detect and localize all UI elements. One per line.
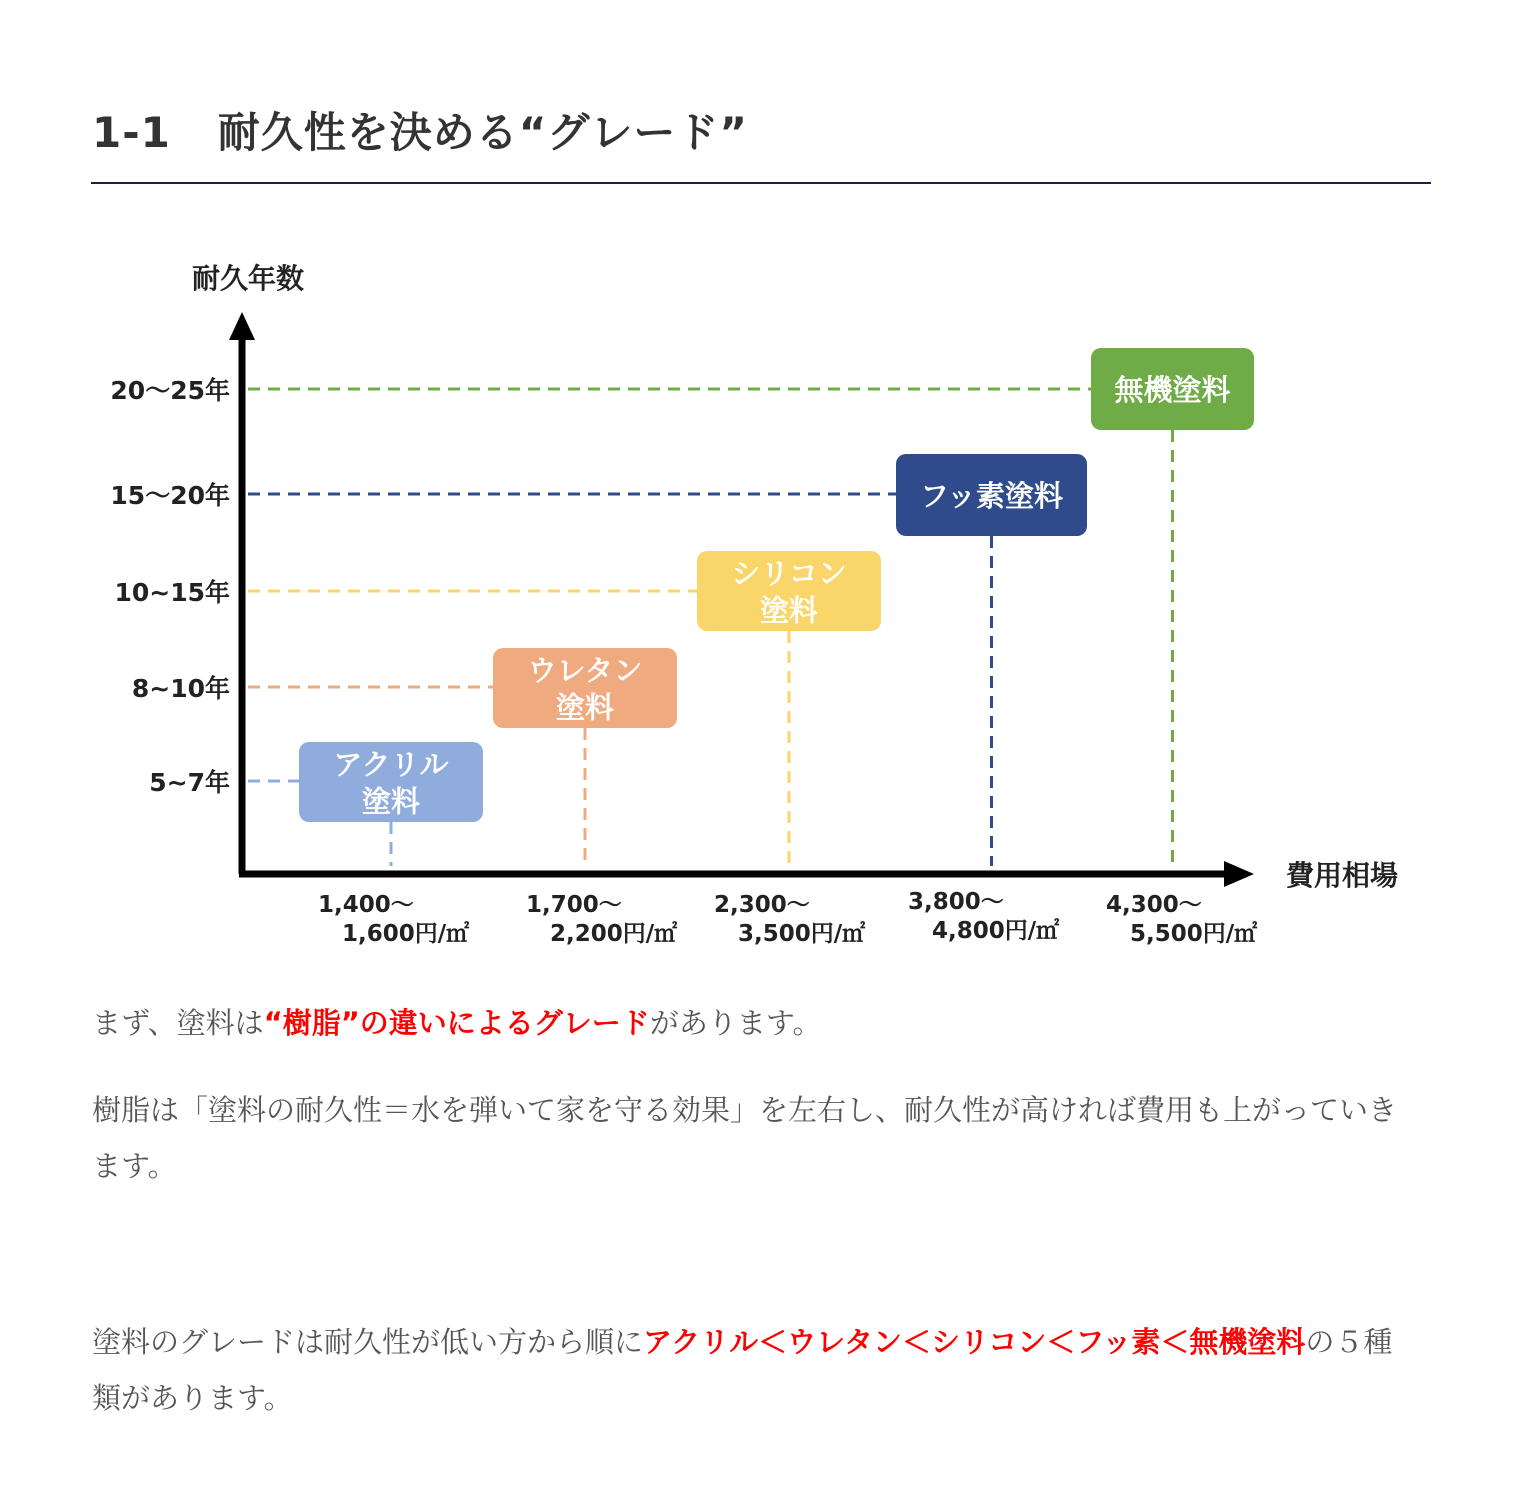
grade-label: 塗料 — [759, 593, 819, 628]
price-label: 1,700〜 — [526, 892, 622, 918]
grade-label: シリコン — [731, 556, 847, 591]
grade-label: ウレタン — [527, 653, 643, 688]
price-label: 2,200円/㎡ — [550, 921, 678, 947]
paragraph-1: まず、塗料は“樹脂”の違いによるグレードがあります。 — [92, 1006, 822, 1040]
price-label: 1,600円/㎡ — [342, 921, 470, 947]
price-label: 3,800〜 — [908, 889, 1004, 915]
y-tick-label: 8~10年 — [131, 674, 230, 703]
section-heading — [92, 100, 1432, 160]
grade-label: 塗料 — [361, 784, 421, 819]
y-tick-label: 5~7年 — [149, 768, 230, 797]
grade-label: アクリル — [333, 747, 449, 782]
grade-label: 無機塗料 — [1114, 373, 1231, 407]
x-axis-label: 費用相場 — [1285, 859, 1399, 892]
y-axis-label: 耐久年数 — [191, 262, 305, 295]
grade-chart — [0, 230, 1522, 960]
y-tick-label: 20〜25年 — [110, 376, 230, 405]
price-label: 1,400〜 — [318, 892, 414, 918]
y-tick-label: 10~15年 — [114, 578, 230, 607]
paragraph-3: 塗料のグレードは耐久性が低い方から順にアクリル＜ウレタン＜シリコン＜フッ素＜無機塗料の５種類があります。 — [92, 1325, 1393, 1415]
price-label: 5,500円/㎡ — [1130, 921, 1258, 947]
price-label: 4,300〜 — [1106, 892, 1202, 918]
price-label: 2,300〜 — [714, 892, 810, 918]
price-label: 3,500円/㎡ — [738, 921, 866, 947]
section-number: 1-1 — [92, 108, 171, 157]
grade-label: フッ素塗料 — [920, 479, 1063, 513]
y-axis-arrowhead — [229, 312, 255, 340]
highlight-text: アクリル＜ウレタン＜シリコン＜フッ素＜無機塗料 — [643, 1325, 1306, 1359]
highlight-text: “樹脂”の違いによるグレード — [263, 1006, 650, 1040]
paragraph-2: 樹脂は「塗料の耐久性＝水を弾いて家を守る効果」を左右し、耐久性が高ければ費用も上がっていきます。 — [92, 1093, 1398, 1183]
grade-label: 塗料 — [555, 690, 615, 725]
x-axis-arrowhead — [1224, 861, 1254, 887]
section-title: 耐久性を決める“グレード” — [217, 108, 748, 157]
heading-underline — [91, 182, 1431, 184]
y-tick-label: 15〜20年 — [110, 481, 230, 510]
price-label: 4,800円/㎡ — [932, 918, 1060, 944]
